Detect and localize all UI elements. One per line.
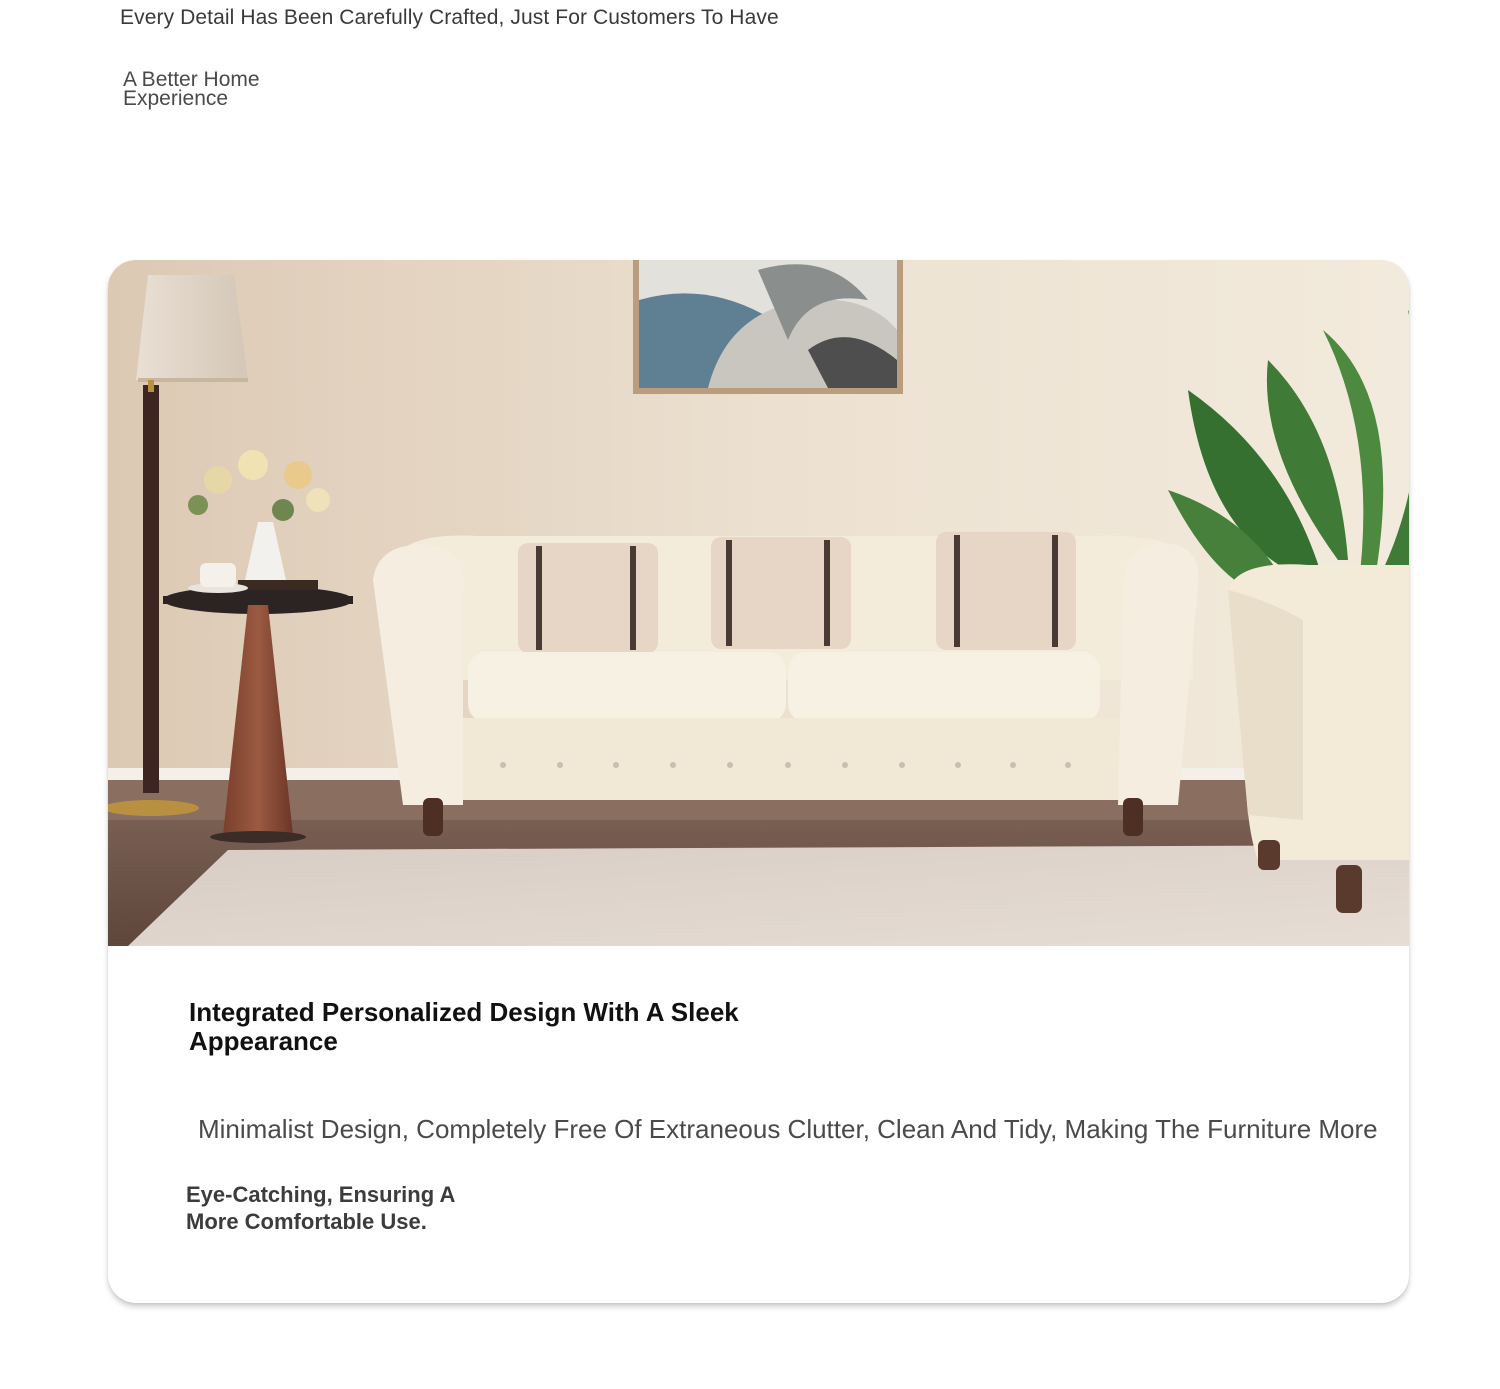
intro-subheadline: A Better Home Experience xyxy=(123,68,260,110)
feature-card-body: Minimalist Design, Completely Free Of Extraneous Clutter, Clean And Tidy, Making The Furniture More xyxy=(198,1114,1378,1144)
feature-card-title: Integrated Personalized Design With A Sleek Appearance xyxy=(189,997,739,1056)
feature-card-body-continued: Eye-Catching, Ensuring A More Comfortable Use. xyxy=(186,1182,455,1234)
intro-headline: Every Detail Has Been Carefully Crafted, Just For Customers To Have xyxy=(120,6,779,29)
living-room-sofa-photo xyxy=(108,260,1409,946)
feature-card xyxy=(108,260,1409,1303)
